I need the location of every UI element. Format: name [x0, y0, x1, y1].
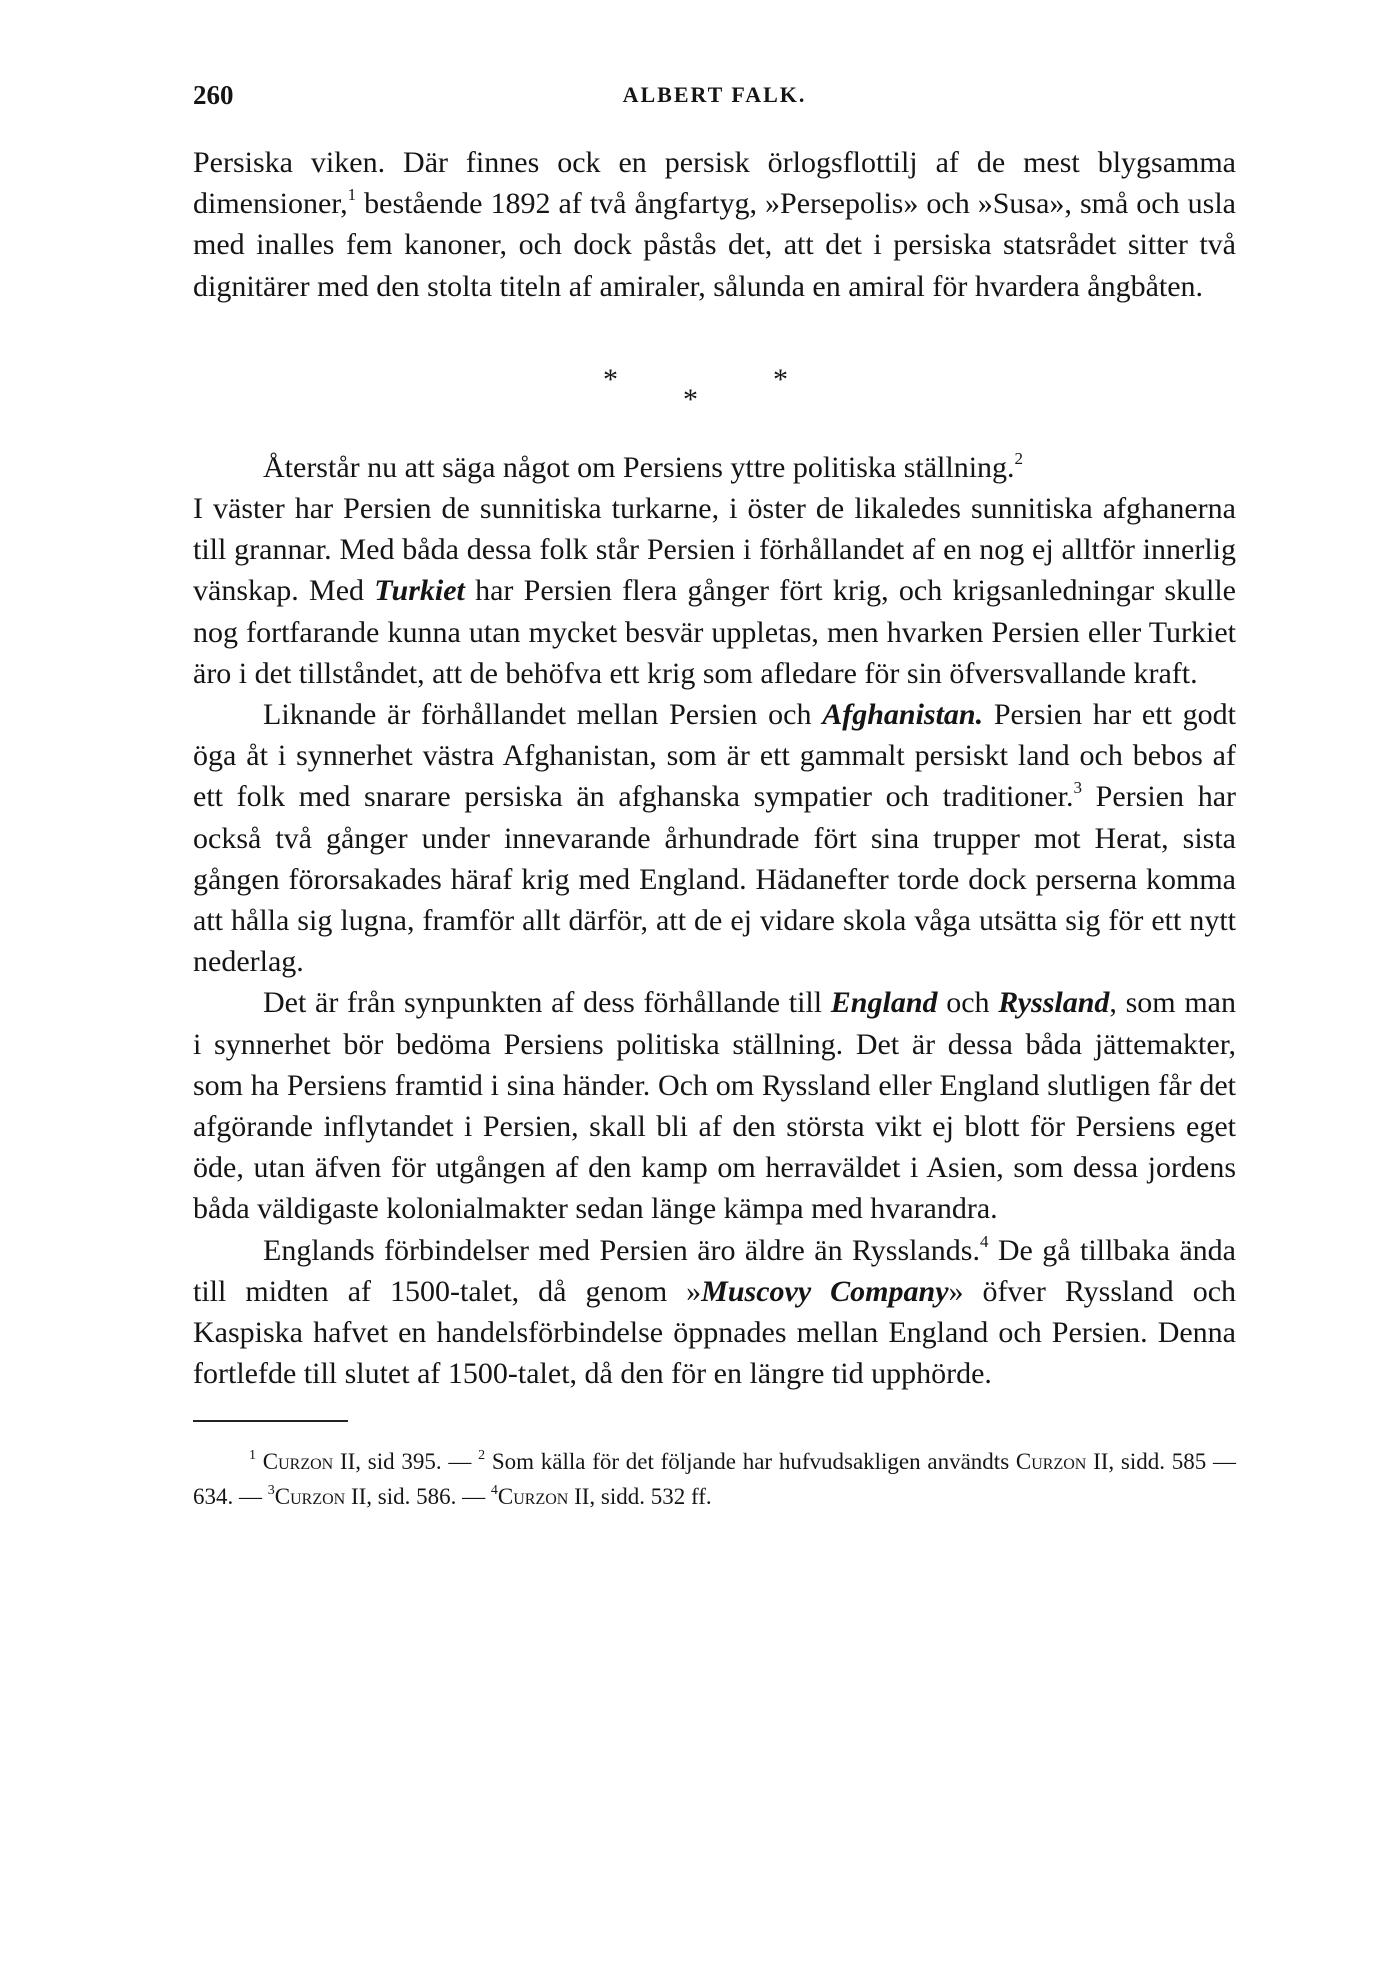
paragraph-3-text: I väster har Persien de sunnitiska turkarne, i öster de likaledes sunnitiska afghanerna till grannar. Med båda dessa folk står Persien i förhållandet af en nog ej alltför innerlig vänskap. Med	[193, 492, 1236, 608]
footnote-mark-3: 3	[267, 1483, 275, 1499]
footnote-2-text: Som källa för det följande har hufvudsakligen användts	[485, 1449, 1016, 1475]
footnote-ref-2: 2	[1014, 448, 1024, 468]
footnote-3-author: Curzon	[274, 1484, 346, 1510]
footnote-ref-3: 3	[1073, 778, 1082, 798]
asterisk-2: *	[683, 382, 698, 416]
asterisk-1: *	[603, 362, 618, 396]
afghanistan-emphasis: Afghanistan.	[822, 698, 984, 732]
book-page	[193, 80, 1236, 1514]
paragraph-3-text-cont: har Persien flera gånger fört krig, och krigsanledningar skulle nog fortfarande kunna utan mycket besvär uppletas, men hvarken Persien eller Turkiet äro i det tillståndet, att de behöfva ett krig som afledare för sin öfversvallande kraft.	[193, 574, 1236, 690]
footnote-3-text: II, sid. 586. —	[345, 1484, 491, 1510]
running-title: ALBERT FALK.	[622, 82, 807, 107]
paragraph-5-text-cont: , som man i synnerhet bör bedöma Persiens politiska ställning. Det är dessa båda jättemakter, som ha Persiens framtid i sina händer. Och om Ryssland eller England slutligen får det afgörande inflytandet i Persien, skall bli af den största vikt ej blott för Persiens eget öde, utan äfven för utgången af den kamp om herraväldet i Asien, som dessa jordens båda väldigaste kolonialmakter sedan länge kämpa med hvarandra.	[193, 986, 1236, 1226]
page-number: 260	[193, 80, 234, 110]
footnote-ref-4: 4	[979, 1231, 989, 1251]
paragraph-5-conjunction: och	[937, 986, 999, 1020]
footnote-4-text: II, sidd. 532 ff.	[568, 1484, 712, 1510]
paragraph-4-text-cont: Persien har ett godt öga åt i synnerhet västra Afghanistan, som är ett gammalt persiskt land och bebos af ett folk med snarare persiska än afghanska sympatier och traditioner.	[193, 698, 1236, 814]
asterisk-3: *	[773, 362, 788, 396]
footnote-1-text: II, sid 395. —	[333, 1449, 479, 1475]
footnote-2-text-cont: II, sidd. 585 — 634. —	[193, 1449, 1236, 1510]
turkiet-emphasis: Turkiet	[374, 574, 465, 608]
paragraph-6-text-cont: De gå tillbaka ända till midten af 1500-talet, då genom »	[193, 1233, 1236, 1308]
paragraph-6-text-end: » öfver Ryssland och Kaspiska hafvet en handelsförbindelse öppnades mellan England och Persien. Denna fortlefde till slutet af 1500-talet, då den för en längre tid upphörde.	[193, 1274, 1237, 1391]
footnote-mark-1: 1	[249, 1448, 256, 1464]
paragraph-3	[193, 488, 1236, 694]
paragraph-1-text-cont: bestående 1892 af två ångfartyg, »Persepolis» och »Susa», små och usla med inalles fem kanoner, och dock påstås det, att det i persiska statsrådet sitter två dignitärer med den stolta titeln af amiraler, sålunda en amiral för hvardera ångbåten.	[193, 187, 1236, 303]
body-text	[193, 142, 1236, 1394]
paragraph-4	[193, 694, 1236, 982]
footnote-mark-2: 2	[478, 1448, 486, 1464]
footnotes	[193, 1444, 1236, 1514]
paragraph-5-text: Det är från synpunkten af dess förhållande till	[263, 986, 831, 1020]
paragraph-6	[193, 1230, 1236, 1395]
paragraph-1	[193, 142, 1236, 307]
footnote-divider	[193, 1420, 348, 1422]
footnote-2-author: Curzon	[1015, 1449, 1087, 1475]
paragraph-5	[193, 982, 1236, 1229]
paragraph-1-text: Persiska viken. Där finnes ock en persisk örlogsflottilj af de mest blygsamma dimensioner,	[193, 146, 1236, 221]
ryssland-emphasis: Ryssland	[998, 986, 1110, 1020]
footnote-ref-1: 1	[347, 185, 357, 205]
paragraph-2	[193, 447, 1236, 488]
asterism-divider	[193, 307, 1236, 447]
footnote-1-author: Curzon	[262, 1449, 334, 1475]
paragraph-6-text: Englands förbindelser med Persien äro äldre än Rysslands.	[263, 1233, 980, 1267]
paragraph-4-text: Liknande är förhållandet mellan Persien och	[263, 698, 823, 732]
paragraph-4-text-end: Persien har också två gånger under innevarande århundrade fört sina trupper mot Herat, sista gången förorsakades häraf krig med England. Hädanefter torde dock perserna komma att hålla sig lugna, framför allt därför, att de ej vidare skola våga utsätta sig för ett nytt nederlag.	[193, 780, 1236, 979]
england-emphasis: England	[830, 986, 938, 1020]
page-header	[193, 80, 1236, 120]
muscovy-company-emphasis: Muscovy Company	[701, 1274, 949, 1308]
footnote-mark-4: 4	[490, 1483, 498, 1499]
footnote-4-author: Curzon	[497, 1484, 569, 1510]
paragraph-2-text: Återstår nu att säga något om Persiens yttre politiska ställning.	[263, 450, 1015, 484]
